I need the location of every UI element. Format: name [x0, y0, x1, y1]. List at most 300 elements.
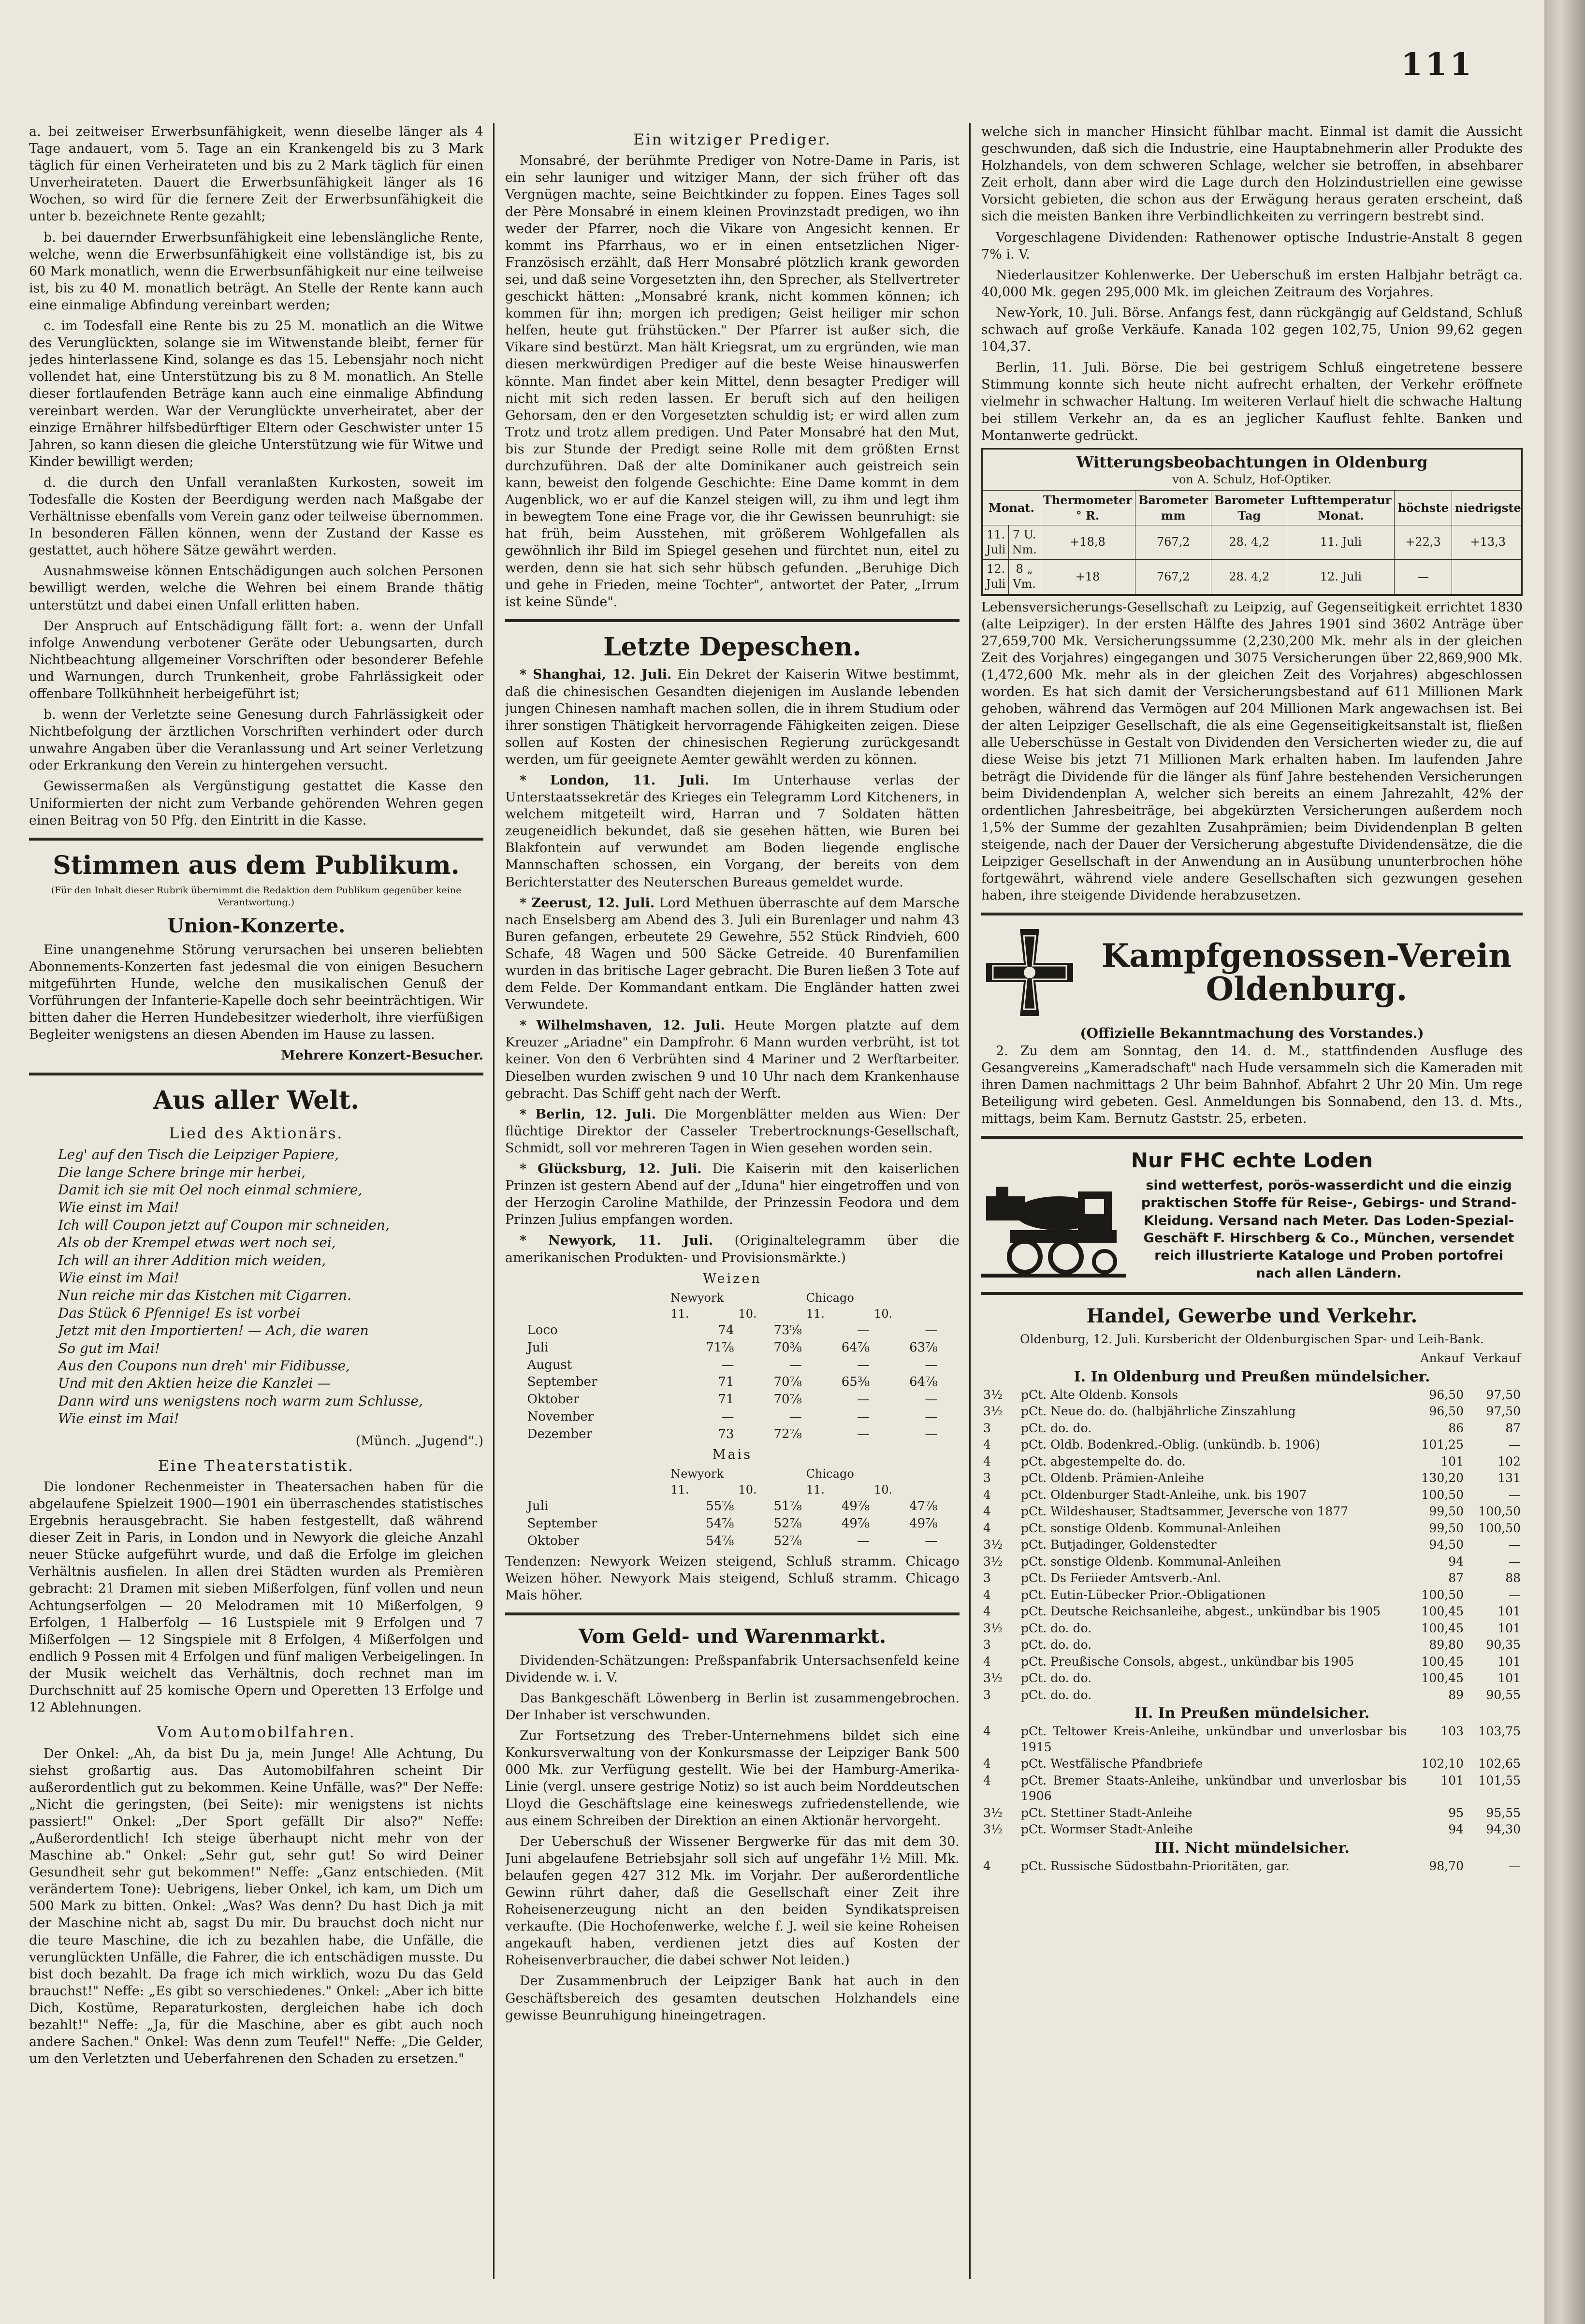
table-row: [523, 1515, 942, 1533]
weather-subtitle: von A. Schulz, Hof-Optiker.: [1172, 473, 1332, 487]
table-cell: 767,2: [1135, 525, 1211, 559]
table-cell: 28. 4,2: [1211, 525, 1287, 559]
table-cell: 49⅞: [841, 1516, 870, 1531]
table-cell: pCt. Westfälische Pfandbriefe: [1021, 1757, 1203, 1771]
table-cell: 4: [983, 1773, 991, 1787]
bond-section-title: III. Nicht mündelsicher.: [1154, 1839, 1350, 1857]
table-cell: pCt. Butjadinger, Goldenstedter: [1021, 1538, 1217, 1552]
table-cell: —: [857, 1392, 870, 1407]
market-para: Dividenden-Schätzungen: Preßspanfabrik Untersachsenfeld keine Dividende w. i. V.: [505, 1653, 960, 1685]
table-cell: 8 „ Vm.: [1009, 560, 1040, 594]
table-row: [981, 1403, 1523, 1420]
table-cell: pCt. sonstige Oldenb. Kommunal-Anleihen: [1021, 1554, 1281, 1569]
table-header: Lufttemperatur Monat.: [1287, 491, 1395, 525]
market-para: Das Bankgeschäft Löwenberg in Berlin ist zusammengebrochen. Der Inhaber ist verschwunden.: [505, 1690, 960, 1723]
table-cell: —: [857, 1323, 870, 1338]
table-cell: pCt. Stettiner Stadt-Anleihe: [1021, 1805, 1192, 1820]
table-cell: 71⅞: [706, 1340, 734, 1355]
table-cell: 73: [718, 1426, 734, 1441]
dispatch: [505, 1106, 960, 1157]
auto-text: Der Onkel: „Ah, da bist Du ja, mein Junge! Alle Achtung, Du siehst großartig aus. Das Automobilfahren scheint Dir außerordentlich gut zu bekommen. Keine Unfälle, was?" Der Neffe: „Nicht die geringsten, (bei Seite): mir wenigstens ist nichts passiert!" Onkel: „Der Sport gefällt Dir also?" Neffe: „Außerordentlich! Ich steige überhaupt nicht mehr von der Maschine ab." Onkel: „Sehr gut, sehr gut! So wird Deiner Gesundheit sehr gut bekommen!" Neffe: „Ganz entschieden. (Mit verändertem Tone): Uebrigens, lieber Onkel, ich kam, um Dich um 500 Mark zu bitten. Onkel: „Was? Was denn? Du hast Dich ja mit der Maschine nicht ab, sagst Du mir. Du brauchst doch nicht nur die teure Maschine, die ich zu bezahlen habe, die Unfälle, die verunglückten Unfälle, die Fahrer, die ich entschädigen musste. Du bist doch bezahlt. Da frage ich mich wirklich, wozu Du das Geld brauchst!" Neffe: „Es gibt so verschiedenes." Onkel: „Aber ich bitte Dich, Kostüme, Reparaturkosten, dergleichen habe ich doch bezahlt!" Neffe: „Ja, für die Maschine, aber es gibt auch noch andere Sachen." Onkel: Was denn zum Teufel!" Neffe: „Die Gelder, um den Verletzten und Ueberfahrenen den Schaden zu ersetzen.": [29, 1746, 483, 2067]
table-cell: 130,20: [1421, 1471, 1464, 1485]
table-cell: pCt. do. do.: [1021, 1671, 1092, 1685]
table-cell: Loco: [527, 1323, 558, 1338]
table-row: [981, 1821, 1523, 1838]
table-cell: September: [527, 1375, 597, 1390]
table-cell: 100,50: [1478, 1521, 1521, 1535]
poem: [58, 1146, 483, 1427]
loden-text: sind wetterfest, porös-wasserdicht und die einzig praktischen Stoffe für Reise-, Gebirgs- und Strand-Kleidung. Versand nach Meter. Das Loden-Spezial-Geschäft F. Hirschberg & Co., München, versendet reich illustrierte Kataloge und Proben portofrei nach allen Ländern.: [1141, 1177, 1517, 1281]
table-row: [523, 1357, 942, 1374]
bond-section-title: I. In Oldenburg und Preußen mündelsicher.: [1074, 1368, 1430, 1385]
table-row: [983, 525, 1523, 559]
table-cell: —: [789, 1409, 802, 1424]
theater-text: Die londoner Rechenmeister in Theatersachen haben für die abgelaufene Spielzeit 1900—1901 ein überraschendes statistisches Ergebnis herausgebracht. Sie haben festgestellt, daß während dieser Zeit in Paris, in London und in Newyork die gleiche Anzahl neuer Stücke aufgeführt wurde, und daß die Erfolge im gleichen Verhältnis ausfielen. In allen drei Städten wurden als Premièren gebracht: 21 Dramen mit sieben Mißerfolgen, fünf vollen und neun Achtungserfolgen — 20 Melodramen mit 10 Mißerfolgen, 9 Erfolgen, 1 Halberfolg — 16 Lustspiele mit 9 Erfolgen und 7 Mißerfolgen — 12 Singspiele mit 8 Erfolgen, 4 Mißerfolgen und endlich 9 Possen mit 4 Erfolgen und fünf maligen Verbeigelingen. In der Musik weichelt das Verhältnis, doch rechnet man im Durchschnitt auf 25 komische Opern und Operetten 13 Erfolge und 12 Ablehnungen.: [29, 1479, 483, 1715]
poem-line: Nun reiche mir das Kistchen mit Cigarren.: [58, 1287, 351, 1304]
table-cell: pCt. Eutin-Lübecker Prior.-Obligationen: [1021, 1587, 1266, 1602]
dispatch-dateline: * Glücksburg, 12. Juli.: [520, 1162, 702, 1177]
prediger-title: Ein witziger Prediger.: [633, 131, 831, 148]
column-1: [29, 123, 483, 2284]
poem-line: Damit ich sie mit Oel noch einmal schmiere,: [58, 1182, 363, 1198]
table-cell: 3½: [983, 1387, 1003, 1402]
poem-line: Dann wird uns wenigstens noch warm zum Schlusse,: [58, 1393, 423, 1409]
table-cell: 3: [983, 1638, 991, 1652]
table-cell: 100,50: [1421, 1587, 1464, 1602]
table-header: niedrigste: [1452, 491, 1523, 525]
poem-stanza: [58, 1287, 483, 1357]
table-header-row: [983, 491, 1523, 525]
table-cell: 47⅞: [909, 1499, 938, 1514]
table-header: höchste: [1395, 491, 1452, 525]
weizen-title: Weizen: [703, 1271, 762, 1286]
table-cell: 64⅞: [909, 1375, 938, 1390]
table-cell: pCt. Deutsche Reichsanleihe, abgest., unkündbar bis 1905: [1021, 1604, 1381, 1619]
union-konzerte-heading: Union-Konzerte.: [167, 914, 346, 937]
table-header: Chicago: [806, 1291, 854, 1305]
table-cell: 101: [1498, 1654, 1521, 1669]
section-divider: [981, 913, 1523, 915]
table-cell: 63⅞: [909, 1340, 938, 1355]
weather-box: [981, 448, 1523, 596]
table-cell: pCt. do. do.: [1021, 1621, 1092, 1635]
poem-line: Wie einst im Mai!: [58, 1199, 179, 1216]
table-cell: +18,8: [1040, 525, 1135, 559]
table-cell: 90,55: [1486, 1687, 1521, 1702]
table-cell: 7 U. Nm.: [1009, 525, 1040, 559]
section-heading-row: [981, 1703, 1523, 1723]
table-cell: —: [1509, 1538, 1521, 1552]
poem-line: Aus den Coupons nun dreh' mir Fidibusse,: [58, 1357, 350, 1374]
table-cell: pCt. do. do.: [1021, 1687, 1092, 1702]
kursbericht-subhead: Oldenburg, 12. Juli. Kursbericht der Oldenburgischen Spar- und Leih-Bank.: [1020, 1332, 1484, 1346]
table-cell: Juli: [527, 1340, 549, 1355]
table-row: [981, 1387, 1523, 1404]
dispatch-text: Ein Dekret der Kaiserin Witwe bestimmt, daß die chinesischen Gesandten diejenigen im Auslande lebenden jungen Chinesen namhaft machen sollen, die in ihrem Studium oder ihrer sonstigen Thätigkeit hervorragende Fähigkeiten zeigen. Diese sollen auf Kosten der chinesischen Regierung zurückgesandt werden, um für geeignete Aemter gewählt werden zu können.: [505, 667, 960, 767]
table-header-row: [981, 1350, 1523, 1367]
table-header: Barometer Tag: [1211, 491, 1287, 525]
table-cell: 90,35: [1486, 1638, 1521, 1652]
table-cell: 64⅞: [841, 1340, 870, 1355]
table-cell: 131: [1498, 1471, 1521, 1485]
table-cell: —: [857, 1533, 870, 1548]
stimmen-letter: Eine unangenehme Störung verursachen bei unseren beliebten Abonnements-Konzerten fast jedesmal die von einigen Besuchern mitgeführten Hunde, welche den musikalischen Genuß der Vorführungen der Infanterie-Kapelle doch sehr beeinträchtigen. Wir bitten daher die Herren Hundebesitzer wiederholt, ihre vierfüßigen Begleiter wenigstens an diesen Abenden im Hause zu lassen.: [29, 942, 483, 1043]
loden-title: Nur FHC echte Loden: [1131, 1148, 1373, 1173]
table-cell: —: [721, 1409, 734, 1424]
theater-title: Eine Theaterstatistik.: [158, 1457, 354, 1475]
table-cell: 71: [718, 1392, 734, 1407]
dispatch-dateline: * Shanghai, 12. Juli.: [520, 667, 672, 683]
table-cell: 65⅜: [841, 1375, 870, 1390]
table-header-row: [523, 1466, 942, 1482]
auto-title: Vom Automobilfahren.: [157, 1724, 356, 1742]
poem-line: Ich will Coupon jetzt auf Coupon mir schneiden,: [58, 1217, 390, 1233]
poem-line: So gut im Mai!: [58, 1340, 160, 1356]
table-cell: 3½: [983, 1554, 1003, 1569]
table-row: [523, 1391, 942, 1409]
table-row: [523, 1322, 942, 1339]
table-row: [981, 1805, 1523, 1822]
table-header: 10.: [738, 1482, 757, 1496]
mais-title: Mais: [712, 1447, 753, 1462]
section-divider: [981, 1136, 1523, 1139]
table-cell: 99,50: [1429, 1504, 1464, 1519]
table-cell: —: [1509, 1587, 1521, 1602]
dispatch-text: Die Morgenblätter melden aus Wien: Der flüchtige Direktor der Casseler Trebertrocknungs-Gesellschaft, Schmidt, soll vor mehreren Tagen in Wien gesehen worden sein.: [505, 1106, 960, 1156]
aller-welt-heading: Aus aller Welt.: [153, 1086, 360, 1116]
table-header: Monat.: [983, 491, 1040, 525]
poem-source: (Münch. „Jugend".): [355, 1433, 483, 1449]
geld-heading: Vom Geld- und Warenmarkt.: [578, 1625, 887, 1648]
page-edge: [1544, 0, 1585, 2324]
insurance-para-d: d. die durch den Unfall veranlaßten Kurkosten, soweit im Todesfalle die Kosten der Beerdigung werden nach Maßgabe der Verhältnisse ebenfalls vom Verein ganz oder teilweise übernommen. In besonderen Fällen können, wenn der Zustand der Kasse es gestattet, auch höhere Sätze gewährt werden.: [29, 475, 483, 558]
table-cell: 100,50: [1421, 1487, 1464, 1502]
locomotive-icon: [981, 1177, 1126, 1283]
poem-stanza: [58, 1357, 483, 1428]
table-cell: 3½: [983, 1805, 1003, 1820]
table-cell: 3: [983, 1571, 991, 1585]
table-cell: 101,25: [1421, 1438, 1464, 1452]
table-cell: 103,75: [1478, 1724, 1521, 1739]
column-2: [505, 123, 960, 2284]
table-cell: 101: [1440, 1773, 1464, 1787]
table-cell: 101: [1498, 1671, 1521, 1685]
table-header: 11.: [670, 1482, 689, 1496]
table-cell: 12. Juli: [1287, 560, 1395, 594]
poem-stanza: [58, 1217, 483, 1287]
table-cell: 3: [983, 1687, 991, 1702]
holz-continuation: welche sich in mancher Hinsicht fühlbar macht. Einmal ist damit die Aussicht geschwunden, daß sich die Industrie, eine Hauptabnehmerin aller Produkte des Holzhandels, von dem schweren Schlage, welcher sie betroffen, in absehbarer Zeit erholt, dann aber wird die Lage durch den Holzindustriellen eine gewisse Vorsicht gebieten, die schon aus der Erwägung heraus geraten erscheint, daß sich die meisten Banken ihre Verbindlichkeiten zu verringern bestrebt sind.: [981, 124, 1523, 224]
table-cell: +18: [1040, 560, 1135, 594]
table-cell: 70⅞: [773, 1375, 802, 1390]
table-cell: [1452, 560, 1523, 594]
poem-line: Die lange Schere bringe mir herbei,: [58, 1164, 306, 1180]
poem-line: Wie einst im Mai!: [58, 1410, 179, 1427]
table-row: [981, 1620, 1523, 1637]
table-cell: November: [527, 1409, 594, 1424]
table-cell: 100,50: [1478, 1504, 1521, 1519]
prediger-text: Monsabré, der berühmte Prediger von Notre-Dame in Paris, ist ein sehr launiger und witziger Mann, der sich früher oft das Vergnügen machte, seine Beichtkinder zu foppen. Eines Tages soll der Père Monsabré in einem kleinen Provinzstadt predigen, wo ihn weder der Pfarrer, noch die Vikare von Angesicht kennen. Er kommt ins Pfarrhaus, wo er in einen entsetzlichen Niger-Französisch erzählt, daß Herr Monsabré plötzlich krank geworden sei, und daß seine Vorgesetzten ihn, den Sprecher, als Stellvertreter geschickt hätten: „Monsabré krank, nicht kommen können; ich kommen für ihn; morgen ich predigen; Geist heiliger mir schon helfen, heute gut frühstücken." Der Pfarrer ist außer sich, die Vikare sind bestürzt. Man hält Kriegsrat, um zu ergründen, wie man diesen merkwürdigen Prediger auf die beste Weise hinauswerfen könnte. Man findet aber kein Mittel, denn besagter Prediger will nicht mit sich reden lassen. Er beruft sich auf den heiligen Gehorsam, den er den Vorgesetzten schuldig ist; er wird allen zum Trotz und trotz allem predigen. Und Pater Monsabré hat den Mut, bis zur Stunde der Predigt seine Rolle mit dem größten Ernst durchzuführen. Daß der alte Dominikaner auch geistreich sein kann, beweist den folgende Geschichte: Eine Dame kommt in dem Augenblick, wo er auf die Kanzel steigen will, zu ihm und legt ihm in bewegtem Tone eine Frage vor, die ihr Gewissen beunruhigt: sie hat früh, beim Ausstehen, mit größerem Wohlgefallen als gewöhnlich ihr Bild im Spiegel gesehen und fürchtet nun, eitel zu werden, denn sie hat sich sehr hübsch gefunden. „Beruhige Dich und gehe in Frieden, meine Tochter", antwortet der Pater, „Irrum ist keine Sünde".: [505, 153, 960, 610]
table-row: [981, 1453, 1523, 1470]
poem-stanza: [58, 1146, 483, 1217]
table-cell: pCt. abgestempelte do. do.: [1021, 1454, 1186, 1468]
table-cell: 52⅞: [773, 1533, 802, 1548]
table-cell: 49⅞: [841, 1499, 870, 1514]
table-cell: pCt. Teltower Kreis-Anleihe, unkündbar und unverlosbar bis 1915: [1021, 1724, 1407, 1754]
insurance-para-c: c. im Todesfall eine Rente bis zu 25 M. monatlich an die Witwe des Verunglückten, solange sie im Witwenstande bleibt, ferner für jedes hinterlassene Kind, solange es das 15. Lebensjahr noch nicht vollendet hat, eine Unterstützung bis zu 8 M. monatlich. An Stelle dieser fortlaufenden Beträge kann auch eine einmalige Abfindung vereinbart werden. War der Verunglückte unverheiratet, aber der einzige Ernährer hilfsbedürftiger Eltern oder Geschwister unter 15 Jahren, so kann diesen die gleiche Unterstützung wie für Witwe und Kinder bewilligt werden;: [29, 319, 483, 469]
poem-title: Lied des Aktionärs.: [169, 1124, 344, 1142]
loden-body: [981, 1177, 1523, 1283]
table-cell: 28. 4,2: [1211, 560, 1287, 594]
table-cell: 49⅞: [909, 1516, 938, 1531]
market-para: Niederlausitzer Kohlenwerke. Der Ueberschuß im ersten Halbjahr beträgt ca. 40,000 Mk. gegen 295,000 Mk. im gleichen Zeitraum des Vorjahres.: [981, 267, 1523, 300]
dispatch: [505, 1232, 960, 1266]
dispatch-dateline: * Newyork, 11. Juli.: [520, 1233, 713, 1249]
dispatch: [505, 1161, 960, 1228]
table-cell: 98,70: [1429, 1859, 1464, 1873]
table-cell: 96,50: [1429, 1387, 1464, 1402]
poem-line: Und mit den Aktien heize die Kanzlei —: [58, 1375, 331, 1392]
table-cell: 4: [983, 1724, 991, 1739]
table-header: Verkauf: [1473, 1351, 1521, 1365]
poem-line: Als ob der Krempel etwas wert noch sei,: [58, 1235, 336, 1251]
table-row: [523, 1533, 942, 1550]
weizen-table: [523, 1290, 942, 1443]
table-cell: 102,65: [1478, 1757, 1521, 1771]
table-cell: 4: [983, 1504, 991, 1519]
table-cell: 54⅞: [706, 1533, 734, 1548]
table-cell: 3½: [983, 1671, 1003, 1685]
table-header: 10.: [874, 1482, 893, 1496]
section-divider: [505, 619, 960, 622]
market-para: Der Zusammenbruch der Leipziger Bank hat auch in den Geschäftsbereich des gesamten deutschen Holzhandels eine gewisse Beunruhigung hineingetragen.: [505, 1974, 960, 2023]
table-cell: 55⅞: [706, 1499, 734, 1514]
dispatch-text: (Originaltelegramm über die amerikanischen Produkten- und Provisionsmärkte.): [505, 1233, 960, 1265]
table-cell: Dezember: [527, 1426, 593, 1441]
table-row: [981, 1670, 1523, 1687]
table-cell: 88: [1505, 1571, 1521, 1585]
table-cell: pCt. Wildeshauser, Stadtsammer, Jeversche von 1877: [1021, 1504, 1349, 1519]
table-cell: pCt. Neue do. do. (halbjährliche Zinszahlung: [1021, 1404, 1296, 1419]
market-para: Zur Fortsetzung des Treber-Unternehmens bildet sich eine Konkursverwaltung von der Konkursmasse der Leipziger Bank 500 000 Mk. zur Verfügung gestellt. Wie bei der Hamburg-Amerika-Linie (vergl. unsere gestrige Notiz) so ist auch beim Norddeutschen Lloyd die Geschäftslage eine keineswegs zufriedenstellende, wie aus einem Schreiben der Direktion an einen Aktionär hervorgeht.: [505, 1728, 960, 1829]
stimmen-disclaimer: (Für den Inhalt dieser Rubrik übernimmt die Redaktion dem Publikum gegenüber keine Verantwortung.): [51, 885, 462, 908]
table-cell: 73⅝: [773, 1323, 802, 1338]
table-cell: 12. Juli: [983, 560, 1009, 594]
dispatch: [505, 895, 960, 1014]
table-header: 11.: [806, 1307, 825, 1321]
table-cell: —: [1509, 1487, 1521, 1502]
table-row: [981, 1520, 1523, 1537]
table-header-row: [523, 1482, 942, 1498]
table-cell: 102: [1498, 1454, 1521, 1468]
dispatch: [505, 772, 960, 891]
table-row: [981, 1654, 1523, 1670]
table-header-row: [523, 1306, 942, 1322]
table-cell: pCt. Wormser Stadt-Anleihe: [1021, 1822, 1193, 1837]
club-title-block: [1091, 936, 1523, 1008]
insurance-para-uniformed: Gewissermaßen als Vergünstigung gestattet die Kasse den Uniformierten der nicht zum Verbande gehörenden Wehren gegen einen Beitrag von 50 Pfg. den Eintritt in die Kasse.: [29, 779, 483, 828]
page-number: 111: [1401, 46, 1474, 83]
table-cell: 3½: [983, 1404, 1003, 1419]
table-cell: —: [857, 1409, 870, 1424]
table-cell: +13,3: [1452, 525, 1523, 559]
section-heading-row: [981, 1367, 1523, 1387]
table-cell: —: [925, 1426, 938, 1441]
table-cell: 70⅞: [773, 1392, 802, 1407]
section-divider: [29, 838, 483, 841]
table-cell: 99,50: [1429, 1521, 1464, 1535]
dispatch-text: Im Unterhause verlas der Unterstaatssekretär des Krieges ein Telegramm Lord Kitcheners, in welchem mitgeteilt wird, Harran und 7 Soldaten hätten zeugeneidlich bekundet, daß sie gesehen hätten, wie Buren bei Blakfontein auf verwundet am Boden liegende englische Mannschaften schossen, ein Vorgang, der bereits von dem Berichterstatter des Neuterschen Bureaus gemeldet wurde.: [505, 772, 960, 890]
column-rule: [493, 123, 494, 2279]
table-cell: 4: [983, 1454, 991, 1468]
club-text: 2. Zu dem am Sonntag, den 14. d. M., stattfindenden Ausfluge des Gesangvereins „Kameradschaft" nach Hude versammeln sich die Kameraden mit ihren Damen nachmittags 2 Uhr beim Bahnhof. Abfahrt 2 Uhr 20 Min. Um rege Beteiligung wird gebeten. Gesl. Anmeldungen bis Sonnabend, den 13. d. Mts., mittags, beim Kam. Bernutz Gaststr. 25, erbeten.: [981, 1043, 1523, 1127]
section-divider: [505, 1612, 960, 1615]
dispatch-dateline: * Wilhelmshaven, 12. Juli.: [520, 1018, 725, 1033]
dispatch-dateline: * Zeerust, 12. Juli.: [520, 895, 655, 911]
loden-ad: [981, 1147, 1523, 1283]
table-cell: pCt. do. do.: [1021, 1638, 1092, 1652]
market-para: New-York, 10. Juli. Börse. Anfangs fest, dann rückgängig auf Geldstand, Schluß schwach auf große Verkäufe. Kanada 102 gegen 102,75, Union 99,62 gegen 104,37.: [981, 305, 1523, 355]
table-header: 11.: [670, 1307, 689, 1321]
market-para: Der Ueberschuß der Wissener Bergwerke für das mit dem 30. Juni abgelaufene Betriebsjahr soll sich auf ungefähr 1½ Mill. Mk. belaufen gegen 427 312 Mk. im Vorjahr. Der außerordentliche Gewinn rührt daher, daß die Gesellschaft einer Zeit ihre Roheisenerzeugung nicht an den beiden Syndikatspreisen verkaufte. (Die Hochofenwerke, welche f. J. weil sie keine Roheisen angekauft haben, verdienen jetzt dies auf Kosten der Roheisenverbraucher, die dabei schwer Not leiden.): [505, 1834, 960, 1968]
insurance-para-claims-b: b. wenn der Verletzte seine Genesung durch Fahrlässigkeit oder Nichtbefolgung der ärztlichen Vorschriften verhindert oder durch unwahre Angaben über die Veranlassung und Art seiner Verletzung oder Erkrankung den Verein zu hintergehen versucht.: [29, 707, 483, 773]
table-cell: 95,55: [1486, 1805, 1521, 1820]
table-header: 10.: [874, 1307, 893, 1321]
table-cell: 4: [983, 1604, 991, 1619]
table-row: [981, 1503, 1523, 1520]
table-cell: 97,50: [1486, 1387, 1521, 1402]
table-cell: August: [527, 1357, 572, 1372]
table-cell: 100,45: [1421, 1671, 1464, 1685]
table-cell: pCt. Alte Oldenb. Konsols: [1021, 1387, 1178, 1402]
dispatch-text: Heute Morgen platzte auf dem Kreuzer „Ariadne" ein Dampfrohr. 6 Mann wurden verbrüht, ist tot keiner. Von den 6 Verbrühten sind 4 Mariner und 2 Werftarbeiter. Dieselben wurden zwischen 9 und 10 Uhr nach dem Krankenhause gebracht. Das Schiff geht nach der Werft.: [505, 1018, 960, 1101]
table-cell: pCt. Oldenb. Prämien-Anleihe: [1021, 1471, 1204, 1485]
table-cell: —: [925, 1357, 938, 1372]
weather-table: [983, 490, 1523, 594]
table-cell: 87: [1448, 1571, 1464, 1585]
table-header: 10.: [738, 1307, 757, 1321]
grain-tendency: Tendenzen: Newyork Weizen steigend, Schluß stramm. Chicago Weizen höher. Newyork Mais steigend, Schluß stramm. Chicago Mais höher.: [505, 1554, 960, 1603]
table-row: [981, 1772, 1523, 1805]
dispatch: [505, 666, 960, 768]
table-row: [981, 1637, 1523, 1654]
table-cell: pCt. Preußische Consols, abgest., unkündbar bis 1905: [1021, 1654, 1354, 1669]
dispatch-text: Lord Methuen überraschte auf dem Marsche nach Enselsberg am Abend des 3. Juli ein Burenlager und nahm 43 Buren gefangen, erbeutete 29 Gewehre, 552 Stück Rindvieh, 600 Schafe, 48 Wagen und 500 Säcke Getreide. 40 Burenfamilien wurden in das britische Lager gebracht. Die Buren ließen 3 Tote auf dem Felde. Der Kommandant entkam. Die Engländer hatten zwei Verwundete.: [505, 895, 960, 1013]
table-cell: 70⅜: [773, 1340, 802, 1355]
poem-line: Leg' auf den Tisch die Leipziger Papiere,: [58, 1147, 339, 1163]
table-cell: 4: [983, 1587, 991, 1602]
table-cell: 94,30: [1486, 1822, 1521, 1837]
stimmen-heading: Stimmen aus dem Publikum.: [53, 850, 460, 880]
dispatch-dateline: * London, 11. Juli.: [520, 772, 710, 788]
table-row: [981, 1603, 1523, 1620]
table-cell: —: [925, 1323, 938, 1338]
handel-heading: Handel, Gewerbe und Verkehr.: [1086, 1304, 1418, 1327]
table-cell: 96,50: [1429, 1404, 1464, 1419]
table-cell: 97,50: [1486, 1404, 1521, 1419]
table-cell: pCt. Oldb. Bodenkred.-Oblig. (unkündb. b. 1906): [1021, 1438, 1320, 1452]
club-name: Kampfgenossen-Verein: [1101, 936, 1512, 974]
table-cell: 89,80: [1429, 1638, 1464, 1652]
table-cell: 94: [1448, 1554, 1464, 1569]
table-row: [981, 1437, 1523, 1453]
table-cell: 11. Juli: [983, 525, 1009, 559]
table-cell: 74: [718, 1323, 734, 1338]
table-row: [981, 1420, 1523, 1437]
table-cell: 3: [983, 1421, 991, 1435]
table-header: Barometer mm: [1135, 491, 1211, 525]
table-row: [523, 1498, 942, 1515]
table-cell: 52⅞: [773, 1516, 802, 1531]
table-row: [523, 1426, 942, 1443]
table-cell: pCt. Ds Feriieder Amtsverb.-Anl.: [1021, 1571, 1221, 1585]
dispatch-text: Die Kaiserin mit den kaiserlichen Prinzen ist gestern Abend auf der „Iduna" hier eingetroffen und von der Herzogin Caroline Mathilde, der Prinzessin Feodora und dem Prinzen Julius empfangen worden.: [505, 1162, 960, 1228]
poem-line: Wie einst im Mai!: [58, 1270, 179, 1286]
table-row: [981, 1858, 1523, 1875]
table-cell: 4: [983, 1521, 991, 1535]
table-header: Newyork: [670, 1291, 724, 1305]
table-cell: —: [1509, 1438, 1521, 1452]
dispatch-dateline: * Berlin, 12. Juli.: [520, 1106, 656, 1122]
dispatch: [505, 1017, 960, 1102]
table-row: [523, 1409, 942, 1426]
table-cell: 87: [1505, 1421, 1521, 1435]
table-cell: 89: [1448, 1687, 1464, 1702]
table-cell: 4: [983, 1654, 991, 1669]
table-cell: 3½: [983, 1822, 1003, 1837]
table-cell: 3½: [983, 1538, 1003, 1552]
table-cell: 101: [1498, 1621, 1521, 1635]
table-row: [981, 1487, 1523, 1504]
table-cell: 4: [983, 1487, 991, 1502]
table-cell: 95: [1448, 1805, 1464, 1820]
table-cell: 100,45: [1421, 1654, 1464, 1669]
table-row: [983, 560, 1523, 594]
table-cell: 101,55: [1478, 1773, 1521, 1787]
table-row: [981, 1537, 1523, 1554]
table-cell: Oktober: [527, 1392, 580, 1407]
section-heading-row: [981, 1838, 1523, 1858]
table-header-row: [523, 1290, 942, 1306]
table-cell: 4: [983, 1757, 991, 1771]
table-cell: 767,2: [1135, 560, 1211, 594]
table-row: [981, 1470, 1523, 1487]
stocks-table: [981, 1350, 1523, 1874]
depeschen-heading: Letzte Depeschen.: [603, 632, 861, 662]
weather-title: Witterungsbeobachtungen in Oldenburg: [1076, 452, 1428, 471]
table-cell: —: [1509, 1859, 1521, 1873]
column-rule: [969, 123, 971, 2279]
poem-line: Jetzt mit den Importierten! — Ach, die waren: [58, 1322, 369, 1339]
table-row: [981, 1723, 1523, 1756]
mais-table: [523, 1466, 942, 1550]
table-row: [523, 1339, 942, 1357]
table-cell: 100,45: [1421, 1621, 1464, 1635]
table-cell: 72⅞: [773, 1426, 802, 1441]
poem-line: Das Stück 6 Pfennige! Es ist vorbei: [58, 1305, 301, 1321]
section-divider: [981, 1292, 1523, 1295]
table-cell: 4: [983, 1859, 991, 1873]
table-cell: 103: [1440, 1724, 1464, 1739]
table-cell: 102,10: [1421, 1757, 1464, 1771]
table-header: Newyork: [670, 1467, 724, 1481]
table-row: [981, 1554, 1523, 1570]
table-row: [981, 1570, 1523, 1587]
table-cell: 71: [718, 1375, 734, 1390]
column-3: [981, 123, 1523, 2284]
insurance-para-b: b. bei dauernder Erwerbsunfähigkeit eine lebenslängliche Rente, welche, wenn die Erwerbsunfähigkeit eine vollständige ist, bis zu 60 Mark monatlich, wenn die Erwerbsunfähigkeit nur eine teilweise ist, bis zu 40 M. monatlich beträgt. An Stelle der Rente kann auch eine einmalige Abfindung vereinbart werden;: [29, 230, 483, 313]
table-cell: 51⅞: [773, 1499, 802, 1514]
